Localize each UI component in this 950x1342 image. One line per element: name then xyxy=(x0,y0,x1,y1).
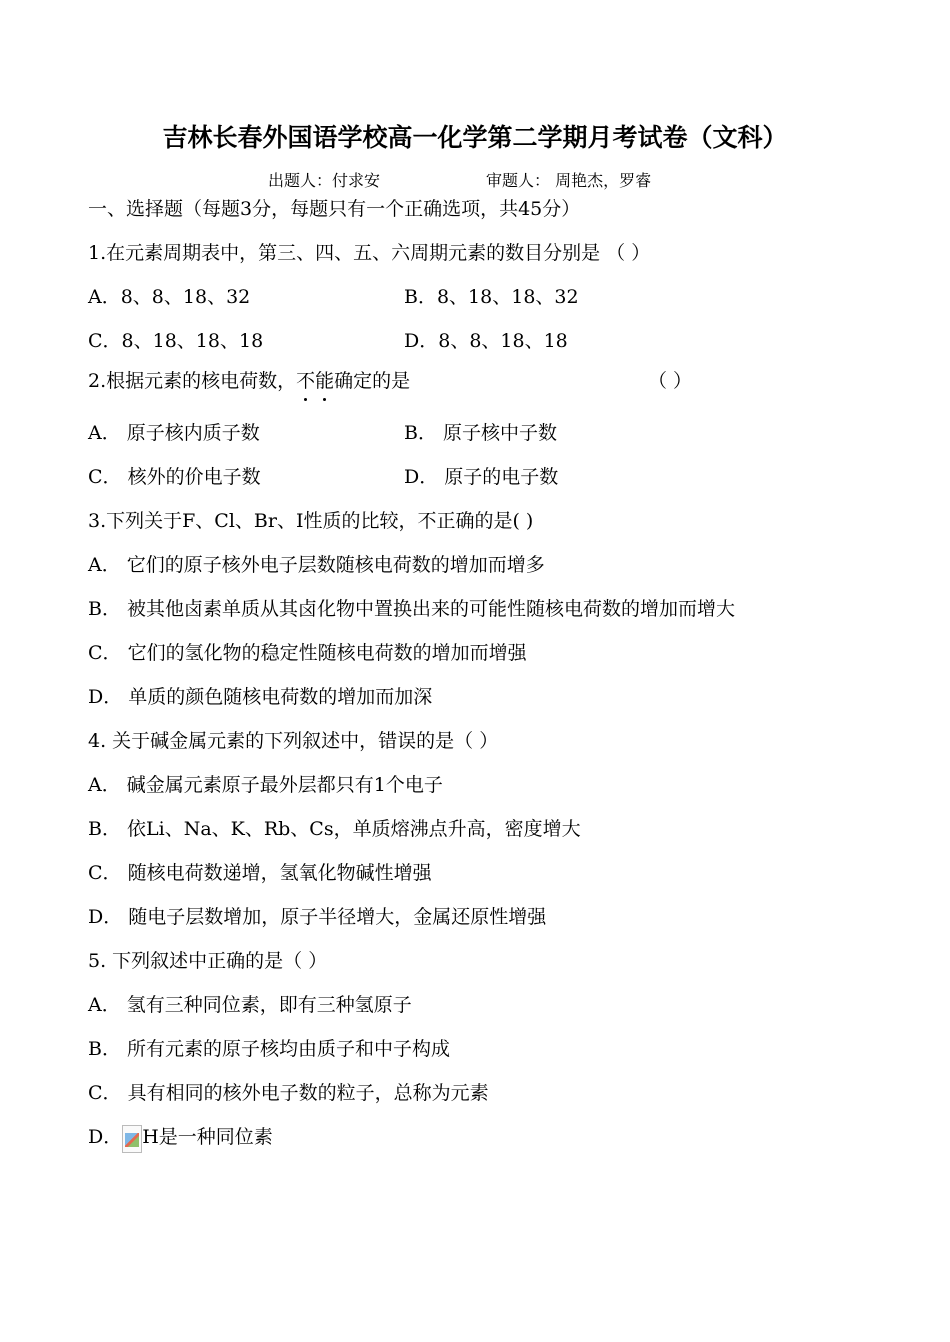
question-2-option-a: A． 原子核内质子数 xyxy=(88,422,260,444)
question-4-option-c: C． 随核电荷数递增，氢氧化物碱性增强 xyxy=(88,862,432,884)
question-2-stem xyxy=(88,368,848,394)
question-2-options-row-2 xyxy=(88,464,848,490)
question-2-option-b: B． 原子核中子数 xyxy=(404,422,558,444)
question-3-option-b: B． 被其他卤素单质从其卤化物中置换出来的可能性随核电荷数的增加而增大 xyxy=(88,598,736,620)
question-1-option-b: B．8、18、18、32 xyxy=(404,286,579,308)
question-1-stem: 1.在元素周期表中，第三、四、五、六周期元素的数目分别是 （ ） xyxy=(88,242,651,264)
question-4-option-b: B． 依Li、Na、K、Rb、Cs，单质熔沸点升高，密度增大 xyxy=(88,818,581,840)
question-2-option-d: D． 原子的电子数 xyxy=(404,466,559,488)
question-5-option-c: C． 具有相同的核外电子数的粒子，总称为元素 xyxy=(88,1082,489,1104)
question-2-stem-pre: 2.根据元素的核电荷数， xyxy=(88,370,297,392)
broken-image-icon xyxy=(122,1125,142,1153)
question-2-answer-paren: （ ） xyxy=(648,370,693,392)
question-3-option-a: A． 它们的原子核外电子层数随核电荷数的增加而增多 xyxy=(88,554,545,576)
section-heading: 一、选择题（每题3分，每题只有一个正确选项，共45分） xyxy=(88,198,581,220)
reviewer-label: 审题人： 周艳杰，罗睿 xyxy=(486,171,652,190)
question-2-emphasis-can: 能 xyxy=(315,370,335,392)
question-1-option-d: D．8、8、18、18 xyxy=(404,330,568,352)
question-5-stem: 5. 下列叙述中正确的是（ ） xyxy=(88,950,328,972)
question-5-option-a: A． 氢有三种同位素，即有三种氢原子 xyxy=(88,994,412,1016)
question-5-option-d-label: D． xyxy=(88,1126,123,1148)
question-2-emphasis-not: 不 xyxy=(296,370,316,392)
question-5-option-d-text: H是一种同位素 xyxy=(142,1126,273,1148)
question-2-options-row-1 xyxy=(88,420,848,446)
question-5-option-d xyxy=(88,1124,273,1153)
question-3-stem: 3.下列关于F、Cl、Br、I性质的比较，不正确的是( ) xyxy=(88,510,534,532)
question-4-option-a: A． 碱金属元素原子最外层都只有1个电子 xyxy=(88,774,443,796)
question-1-options-row-2 xyxy=(88,328,848,354)
question-4-stem: 4. 关于碱金属元素的下列叙述中，错误的是（ ） xyxy=(88,730,499,752)
question-3-option-d: D． 单质的颜色随核电荷数的增加而加深 xyxy=(88,686,433,708)
exam-title: 吉林长春外国语学校高一化学第二学期月考试卷（文科） xyxy=(162,123,788,152)
question-5-option-b: B． 所有元素的原子核均由质子和中子构成 xyxy=(88,1038,451,1060)
question-1-option-c: C．8、18、18、18 xyxy=(88,330,264,352)
question-2-stem-post: 确定的是 xyxy=(334,370,411,392)
setter-label: 出题人：付求安 xyxy=(268,171,381,190)
question-3-option-c: C． 它们的氢化物的稳定性随核电荷数的增加而增强 xyxy=(88,642,527,664)
question-2-option-c: C． 核外的价电子数 xyxy=(88,466,261,488)
question-4-option-d: D． 随电子层数增加，原子半径增大，金属还原性增强 xyxy=(88,906,547,928)
question-1-options-row-1 xyxy=(88,284,848,310)
question-1-option-a: A．8、8、18、32 xyxy=(88,286,251,308)
